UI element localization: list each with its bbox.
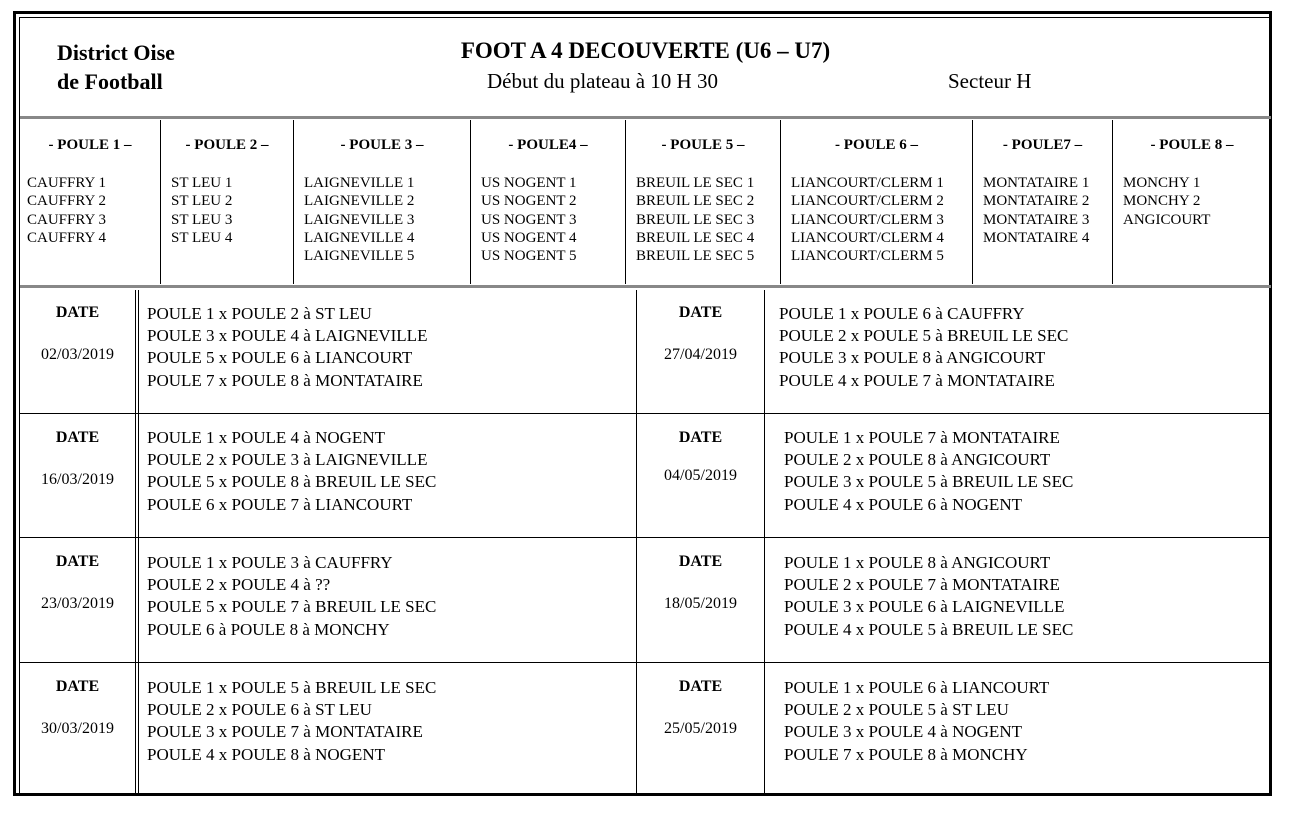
- match-item: POULE 2 x POULE 5 à BREUIL LE SEC: [779, 326, 1069, 346]
- team-item: LAIGNEVILLE 5: [304, 248, 415, 265]
- team-item: CAUFFRY 4: [27, 229, 107, 246]
- header-separator: [20, 116, 1271, 119]
- team-item: LIANCOURT/CLERM 3: [791, 211, 944, 228]
- poule-column-6: [780, 120, 972, 284]
- match-item: POULE 1 x POULE 2 à ST LEU: [147, 304, 372, 323]
- poule-title: - POULE4 –: [508, 137, 588, 153]
- match-item: POULE 1 x POULE 5 à BREUIL LE SEC: [147, 678, 437, 697]
- team-item: ST LEU 4: [171, 229, 233, 246]
- team-item: LIANCOURT/CLERM 2: [791, 193, 944, 210]
- poule-column-1: [20, 120, 160, 284]
- match-list: [779, 303, 1068, 392]
- team-item: BREUIL LE SEC 5: [636, 248, 755, 265]
- title-text: FOOT A 4 DECOUVERTE (U6 – U7): [460, 38, 831, 63]
- poules-table: [20, 120, 1271, 284]
- date-label: DATE: [678, 553, 723, 570]
- date-label: DATE: [55, 678, 100, 695]
- team-item: MONTATAIRE 2: [983, 193, 1090, 210]
- sector-label: Secteur H: [948, 69, 1032, 93]
- team-item: US NOGENT 4: [481, 229, 577, 246]
- match-list: [784, 552, 1073, 641]
- match-item: POULE 1 x POULE 7 à MONTATAIRE: [784, 428, 1060, 447]
- team-item: MONTATAIRE 4: [983, 229, 1090, 246]
- match-list: [784, 677, 1049, 766]
- document-title: [20, 36, 1271, 66]
- match-item: POULE 3 x POULE 8 à ANGICOURT: [779, 348, 1046, 368]
- match-item: POULE 7 x POULE 8 à MONCHY: [784, 744, 1028, 764]
- team-item: ST LEU 2: [171, 193, 233, 210]
- date-label: DATE: [55, 553, 100, 570]
- column-divider: [764, 290, 765, 795]
- poule-column-3: [293, 120, 470, 284]
- date-value: 23/03/2019: [41, 595, 114, 612]
- date-cell: [20, 678, 135, 738]
- team-item: LIANCOURT/CLERM 1: [791, 175, 944, 191]
- match-item: POULE 4 x POULE 6 à NOGENT: [784, 494, 1022, 514]
- poule-title: - POULE 8 –: [1150, 137, 1234, 153]
- team-item: CAUFFRY 3: [27, 211, 107, 228]
- match-item: POULE 1 x POULE 4 à NOGENT: [147, 428, 385, 447]
- start-time-subtitle: Début du plateau à 10 H 30: [487, 69, 718, 93]
- team-item: CAUFFRY 1: [27, 175, 107, 191]
- team-item: BREUIL LE SEC 2: [636, 193, 755, 210]
- poule-title: - POULE 3 –: [340, 137, 424, 153]
- match-item: POULE 1 x POULE 8 à ANGICOURT: [784, 553, 1051, 572]
- column-divider: [138, 290, 139, 795]
- poule-column-5: [625, 120, 780, 284]
- match-item: POULE 4 x POULE 8 à NOGENT: [147, 744, 385, 764]
- team-item: LAIGNEVILLE 4: [304, 229, 415, 246]
- row-divider: [20, 413, 1271, 414]
- date-cell: [20, 553, 135, 613]
- date-value: 25/05/2019: [664, 720, 737, 737]
- match-list: [147, 552, 436, 641]
- match-item: POULE 2 x POULE 6 à ST LEU: [147, 700, 372, 720]
- date-cell: [20, 429, 135, 489]
- poule-title: - POULE 5 –: [661, 137, 745, 153]
- match-item: POULE 2 x POULE 5 à ST LEU: [784, 700, 1009, 720]
- poule-team-list: [636, 174, 754, 265]
- date-value: 02/03/2019: [41, 346, 114, 363]
- team-item: MONCHY 1: [1123, 175, 1201, 191]
- date-value: 30/03/2019: [41, 720, 114, 737]
- date-cell: [637, 553, 764, 613]
- match-item: POULE 4 x POULE 5 à BREUIL LE SEC: [784, 619, 1074, 639]
- poule-column-4: [470, 120, 625, 284]
- document-header: [20, 18, 1271, 116]
- poule-team-list: [481, 174, 577, 265]
- date-value: 18/05/2019: [664, 595, 737, 612]
- team-item: MONTATAIRE 3: [983, 211, 1090, 228]
- poule-title: - POULE 6 –: [835, 137, 918, 153]
- poule-team-list: [1123, 174, 1210, 229]
- match-list: [147, 427, 436, 516]
- column-divider: [135, 290, 136, 795]
- date-label: DATE: [678, 304, 723, 321]
- team-item: BREUIL LE SEC 3: [636, 211, 755, 228]
- poule-column-8: [1112, 120, 1271, 284]
- match-list: [147, 303, 427, 392]
- date-value: 16/03/2019: [41, 471, 114, 488]
- date-cell: [637, 429, 764, 485]
- match-item: POULE 2 x POULE 8 à ANGICOURT: [784, 450, 1051, 470]
- org-line-2: de Football: [57, 69, 163, 94]
- team-item: US NOGENT 3: [481, 211, 577, 228]
- date-cell: [637, 678, 764, 738]
- date-cell: [20, 304, 135, 364]
- poule-title: - POULE7 –: [1002, 137, 1083, 153]
- match-item: POULE 3 x POULE 4 à LAIGNEVILLE: [147, 326, 428, 346]
- match-item: POULE 1 x POULE 3 à CAUFFRY: [147, 553, 393, 572]
- team-item: US NOGENT 2: [481, 193, 577, 210]
- team-item: MONTATAIRE 1: [983, 175, 1090, 191]
- match-item: POULE 7 x POULE 8 à MONTATAIRE: [147, 370, 423, 390]
- poule-team-list: [304, 174, 414, 265]
- team-item: US NOGENT 1: [481, 175, 577, 191]
- team-item: MONCHY 2: [1123, 193, 1201, 210]
- date-label: DATE: [678, 678, 723, 695]
- match-list: [147, 677, 436, 766]
- match-item: POULE 5 x POULE 7 à BREUIL LE SEC: [147, 597, 437, 617]
- team-item: ANGICOURT: [1123, 211, 1211, 228]
- match-list: [784, 427, 1073, 516]
- poule-title: - POULE 2 –: [185, 137, 269, 153]
- date-label: DATE: [55, 304, 100, 321]
- match-item: POULE 1 x POULE 6 à CAUFFRY: [779, 304, 1025, 323]
- poule-column-7: [972, 120, 1112, 284]
- row-divider: [20, 537, 1271, 538]
- team-item: BREUIL LE SEC 1: [636, 175, 755, 191]
- date-label: DATE: [678, 429, 723, 446]
- match-item: POULE 3 x POULE 4 à NOGENT: [784, 722, 1022, 742]
- match-item: POULE 1 x POULE 6 à LIANCOURT: [784, 678, 1050, 697]
- org-line-1: District Oise: [57, 40, 175, 65]
- match-item: POULE 3 x POULE 6 à LAIGNEVILLE: [784, 597, 1065, 617]
- date-cell: [637, 304, 764, 364]
- team-item: LIANCOURT/CLERM 4: [791, 229, 944, 246]
- match-item: POULE 3 x POULE 7 à MONTATAIRE: [147, 722, 423, 742]
- team-item: US NOGENT 5: [481, 248, 577, 265]
- match-item: POULE 2 x POULE 7 à MONTATAIRE: [784, 575, 1060, 595]
- poule-column-2: [160, 120, 293, 284]
- match-item: POULE 5 x POULE 8 à BREUIL LE SEC: [147, 472, 437, 492]
- team-item: BREUIL LE SEC 4: [636, 229, 755, 246]
- match-item: POULE 6 à POULE 8 à MONCHY: [147, 619, 390, 639]
- team-item: LAIGNEVILLE 3: [304, 211, 415, 228]
- poule-team-list: [171, 174, 232, 247]
- match-item: POULE 3 x POULE 5 à BREUIL LE SEC: [784, 472, 1074, 492]
- match-item: POULE 5 x POULE 6 à LIANCOURT: [147, 348, 413, 368]
- poules-separator: [20, 285, 1271, 288]
- date-label: DATE: [55, 429, 100, 446]
- schedule-table: [20, 290, 1271, 795]
- match-item: POULE 2 x POULE 3 à LAIGNEVILLE: [147, 450, 428, 470]
- match-item: POULE 2 x POULE 4 à ??: [147, 575, 331, 595]
- match-item: POULE 6 x POULE 7 à LIANCOURT: [147, 494, 413, 514]
- team-item: LAIGNEVILLE 2: [304, 193, 415, 210]
- poule-team-list: [983, 174, 1089, 247]
- row-divider: [20, 662, 1271, 663]
- date-value: 27/04/2019: [664, 346, 737, 363]
- team-item: ST LEU 1: [171, 175, 233, 191]
- team-item: LAIGNEVILLE 1: [304, 175, 415, 191]
- poule-team-list: [27, 174, 106, 247]
- team-item: CAUFFRY 2: [27, 193, 107, 210]
- team-item: ST LEU 3: [171, 211, 233, 228]
- team-item: LIANCOURT/CLERM 5: [791, 248, 944, 265]
- poule-team-list: [791, 174, 944, 265]
- match-item: POULE 4 x POULE 7 à MONTATAIRE: [779, 370, 1055, 390]
- poule-title: - POULE 1 –: [48, 137, 132, 153]
- date-value: 04/05/2019: [664, 467, 737, 484]
